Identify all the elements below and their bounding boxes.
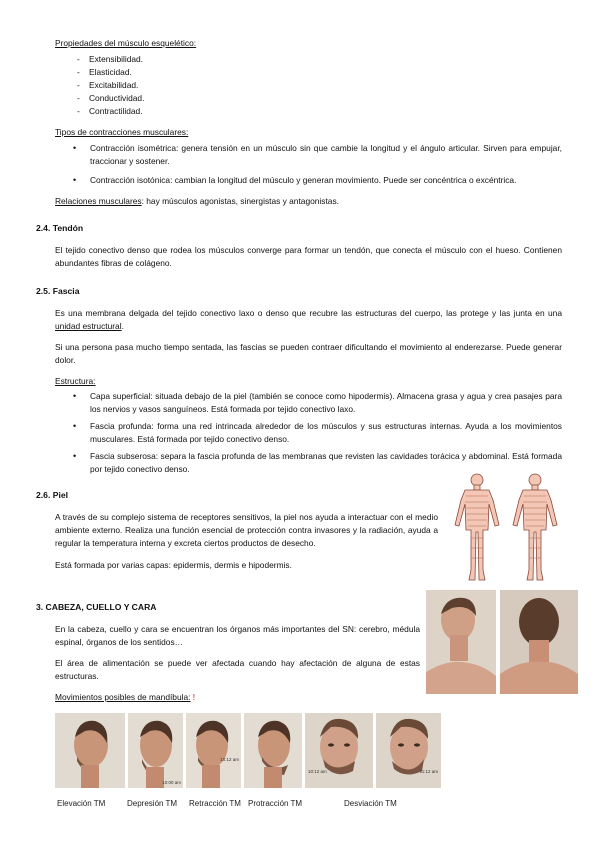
tendon-text: El tejido conectivo denso que rodea los músculos converge para formar un tendón, que conecta el músculo con el hueso. Contienen abundantes fibras de colágeno. — [55, 245, 562, 268]
caption-elevation: Elevación TM — [57, 799, 106, 808]
jaw-movements-title: Movimientos posibles de mandíbula: ! — [55, 692, 196, 702]
properties-title: Propiedades del músculo esquelético: — [55, 38, 197, 48]
property-item: - Extensibilidad. — [77, 54, 144, 64]
jaw-retraction-photo — [186, 713, 241, 788]
property-item: - Elasticidad. — [77, 67, 132, 77]
back-neck-photo — [500, 590, 578, 694]
jaw-deviation-photo-right — [376, 713, 441, 788]
property-item: - Contractilidad. — [77, 106, 143, 116]
fascia-subserous: • Fascia subserosa: separa la fascia profunda de las membranas que revisten las cavidades torácica y abdominal. Está formada por tejido conectivo denso. — [90, 450, 562, 476]
dermatome-body-diagram — [447, 470, 565, 588]
fascia-deep: • Fascia profunda: forma una red intrincada alrededor de los músculos y sus estructuras internas. Ayuda a los movimientos musculares. Está formada por tejido conectivo denso. — [90, 420, 562, 446]
muscle-relations: Relaciones musculares: hay músculos agonistas, sinergistas y antagonistas. — [55, 196, 339, 206]
photo-time-label: 10:12 am — [308, 769, 327, 774]
structure-title: Estructura: — [55, 376, 96, 386]
jaw-deviation-photo-left — [305, 713, 373, 788]
property-item: - Excitabilidad. — [77, 80, 139, 90]
contraction-isotonic: • Contracción isotónica: cambian la longitud del músculo y generan movimiento. Puede ser concéntrica o excéntrica. — [90, 174, 562, 187]
fascia-definition: Es una membrana delgada del tejido conectivo laxo o denso que recubre las estructuras del cuerpo, las protege y las junta en una unidad estructural. — [55, 308, 562, 331]
photo-time-label: 10:12 am — [220, 757, 239, 762]
caption-depression: Depresión TM — [127, 799, 178, 808]
profile-head-photo — [426, 590, 496, 694]
caption-deviation: Desviación TM — [344, 799, 397, 808]
head-text: En la cabeza, cuello y cara se encuentran los órganos más importantes del SN: cerebro, médula espinal, órganos de los sentidos… — [55, 624, 420, 647]
caption-retraction: Retracción TM — [189, 799, 241, 808]
section-heading-tendon: 2.4. Tendón — [36, 223, 84, 233]
property-item: - Conductividad. — [77, 93, 145, 103]
fascia-superficial: • Capa superficial: situada debajo de la piel (también se conoce como hipodermis). Almacena grasa y agua y crea pasajes para los nervios y vasos sanguíneos. Está formada por tejido conectivo laxo. — [90, 390, 562, 416]
section-heading-fascia: 2.5. Fascia — [36, 286, 80, 296]
section-heading-skin: 2.6. Piel — [36, 490, 69, 500]
photo-time-label: 10:00 am — [162, 780, 181, 785]
contraction-isometric: • Contracción isométrica: genera tensión en un músculo sin que cambie la longitud y el ángulo articular. Sirven para empujar, traccionar y sostener. — [90, 142, 562, 168]
fascia-sitting-text: Si una persona pasa mucho tiempo sentada, las fascias se pueden contraer dificultando el movimiento al enderezarse. Puede generar dolor. — [55, 342, 562, 365]
jaw-elevation-photo — [55, 713, 125, 788]
caption-protraction: Protracción TM — [248, 799, 303, 808]
photo-time-label: 11:12 am — [419, 769, 438, 774]
contractions-title: Tipos de contracciones musculares: — [55, 127, 189, 137]
feeding-text: El área de alimentación se puede ver afectada cuando hay afectación de alguna de estas estructuras. — [55, 658, 420, 681]
jaw-protraction-photo — [244, 713, 302, 788]
jaw-depression-photo — [128, 713, 183, 788]
skin-text: A través de su complejo sistema de receptores sensitivos, la piel nos ayuda a interactuar con el medio ambiente externo. Realiza una función esencial de protección contra invasores y la radiación, ayuda a regular la temperatura interna y excreta ciertos productos de desecho. — [55, 512, 438, 548]
skin-layers-text: Está formada por varias capas: epidermis, dermis e hipodermis. — [55, 560, 292, 570]
section-heading-head: 3. CABEZA, CUELLO Y CARA — [36, 602, 157, 612]
